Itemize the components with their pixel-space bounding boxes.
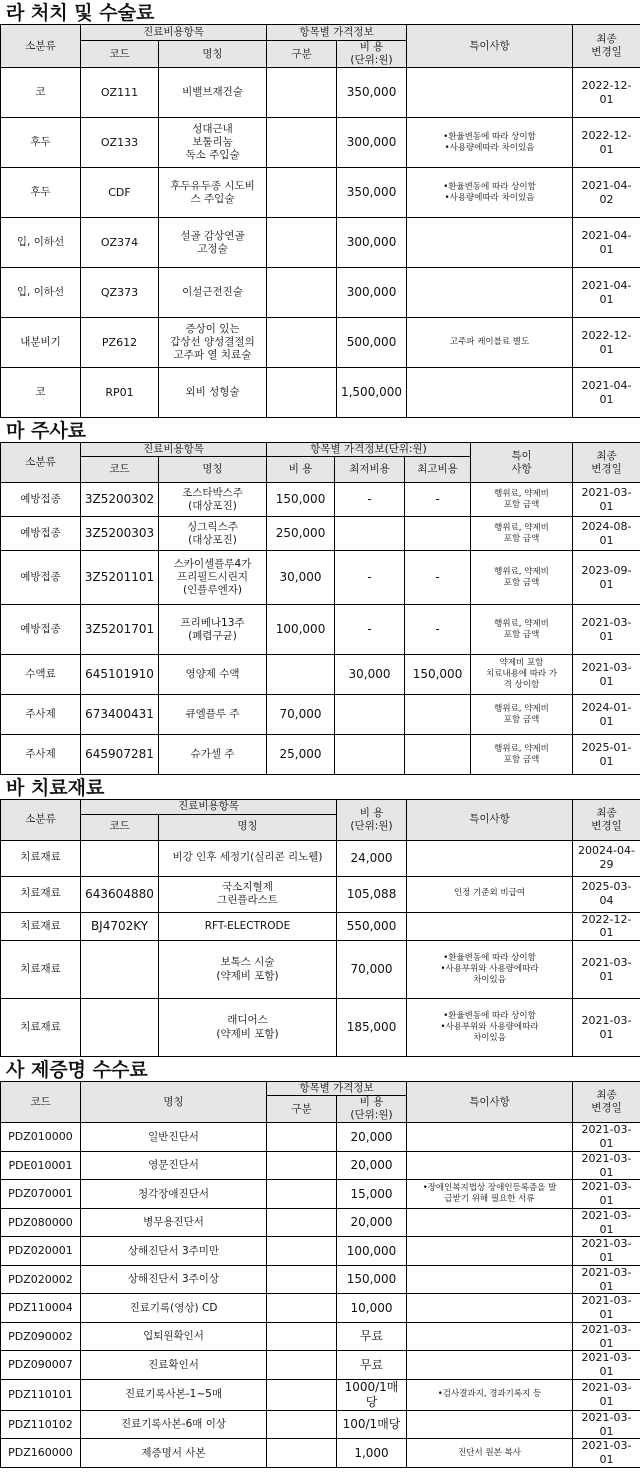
table-row <box>1 68 640 118</box>
cell-note <box>407 1151 573 1180</box>
cell-code: RP01 <box>81 368 159 418</box>
header-name: 명칭 <box>159 814 337 840</box>
header-name: 명칭 <box>159 41 267 68</box>
cell-cost: 20,000 <box>337 1123 407 1152</box>
cell-max: - <box>405 605 471 655</box>
cell-note: 진단서 원본 복사 <box>407 1439 573 1468</box>
table-row <box>1 1123 640 1152</box>
cell-cost: 100,000 <box>337 1237 407 1266</box>
cell-updated: 2025-03-04 <box>573 876 640 912</box>
injection-table <box>0 442 640 775</box>
cell-name: 입퇴원확인서 <box>81 1322 267 1351</box>
cell-updated: 2025-01-01 <box>573 735 640 775</box>
cell-name: 제증명서 사본 <box>81 1439 267 1468</box>
cell-cost: 10,000 <box>337 1294 407 1323</box>
cell-category: 후두 <box>1 168 81 218</box>
cell-name: 이설근전진술 <box>159 268 267 318</box>
cell-updated: 2021-03-01 <box>573 1379 640 1410</box>
cell-updated: 2021-03-01 <box>573 1180 640 1209</box>
header-group-price: 항목별 가격정보 <box>267 25 407 41</box>
cell-type <box>267 1351 337 1380</box>
cell-code: PDZ020002 <box>1 1265 81 1294</box>
cell-type <box>267 1379 337 1410</box>
cell-type <box>267 268 337 318</box>
cell-category: 예방접종 <box>1 605 81 655</box>
cell-note: 약제비 포함 치료내용에 따라 가 격 상이함 <box>471 655 573 695</box>
cell-updated: 2023-09-01 <box>573 551 640 605</box>
cell-category: 예방접종 <box>1 551 81 605</box>
table-row <box>1 268 640 318</box>
table-row <box>1 695 640 735</box>
materials-table <box>0 799 640 1057</box>
cell-type <box>267 1151 337 1180</box>
cell-name: 큐엘플루 주 <box>159 695 267 735</box>
cell-note <box>407 1410 573 1439</box>
cell-code: PDZ110004 <box>1 1294 81 1323</box>
cell-cost: 185,000 <box>337 999 407 1057</box>
header-updated: 최종 변경일 <box>573 443 640 483</box>
cell-name: 진료기록사본-6매 이상 <box>81 1410 267 1439</box>
header-category: 소분류 <box>1 443 81 483</box>
header-group-price: 항목별 가격정보(단위:원) <box>267 443 471 457</box>
cell-name: 스카이셀플루4가 프리필드시린지 (인플루엔자) <box>159 551 267 605</box>
header-cost: 비 용 <box>267 457 335 483</box>
cell-code: OZ133 <box>81 118 159 168</box>
cell-updated: 2024-08-01 <box>573 517 640 551</box>
header-note: 특이사항 <box>407 1082 573 1123</box>
cell-updated: 2021-04-01 <box>573 268 640 318</box>
table-row <box>1 1322 640 1351</box>
cell-category: 후두 <box>1 118 81 168</box>
cell-cost: 300,000 <box>337 118 407 168</box>
cell-min <box>335 517 405 551</box>
cell-note: 인정 기준외 비급여 <box>407 876 573 912</box>
cell-name: RFT-ELECTRODE <box>159 912 337 941</box>
cell-max <box>405 735 471 775</box>
cell-code: PDZ110101 <box>1 1379 81 1410</box>
cell-code: PDZ020001 <box>1 1237 81 1266</box>
header-group-item: 진료비용항목 <box>81 25 267 41</box>
cell-code: OZ111 <box>81 68 159 118</box>
table-row <box>1 168 640 218</box>
cell-code <box>81 999 159 1057</box>
table-row <box>1 1294 640 1323</box>
cell-name: 진료기록(영상) CD <box>81 1294 267 1323</box>
cell-updated: 2021-03-01 <box>573 1322 640 1351</box>
cell-category: 예방접종 <box>1 517 81 551</box>
cell-cost: 20,000 <box>337 1208 407 1237</box>
treatment-surgery-table <box>0 24 640 418</box>
cell-code: 3Z5201101 <box>81 551 159 605</box>
cell-category: 치료재료 <box>1 941 81 999</box>
cell-type <box>267 1322 337 1351</box>
cell-type <box>267 1237 337 1266</box>
cell-name: 병무용진단서 <box>81 1208 267 1237</box>
table-row <box>1 876 640 912</box>
cell-cost: 100/1매당 <box>337 1410 407 1439</box>
cell-name: 일반진단서 <box>81 1123 267 1152</box>
cell-code: OZ374 <box>81 218 159 268</box>
cell-updated: 2022-12-01 <box>573 68 640 118</box>
cell-cost: 24,000 <box>337 840 407 876</box>
cell-cost: 250,000 <box>267 517 335 551</box>
cell-type <box>267 68 337 118</box>
cell-name: 영문진단서 <box>81 1151 267 1180</box>
cell-max: 150,000 <box>405 655 471 695</box>
cell-cost: 1,500,000 <box>337 368 407 418</box>
cell-note: 행위료, 약제비 포함 금액 <box>471 605 573 655</box>
cell-type <box>267 168 337 218</box>
cell-name: 진료기록사본-1~5매 <box>81 1379 267 1410</box>
cell-code: 3Z5201701 <box>81 605 159 655</box>
table-row <box>1 517 640 551</box>
cell-category: 치료재료 <box>1 999 81 1057</box>
table-row <box>1 1180 640 1209</box>
header-updated: 최종 변경일 <box>573 25 640 68</box>
header-code: 코드 <box>81 457 159 483</box>
cell-note: 행위료, 약제비 포함 금액 <box>471 695 573 735</box>
cell-code: 3Z5200303 <box>81 517 159 551</box>
cell-updated: 2021-03-01 <box>573 1265 640 1294</box>
cell-type <box>267 1208 337 1237</box>
header-note: 특이 사항 <box>471 443 573 483</box>
cell-updated: 20024-04-29 <box>573 840 640 876</box>
cell-cost: 15,000 <box>337 1180 407 1209</box>
cell-note: •환율변동에 따라 상이함 •사용부위와 사용량에따라 차이있음 <box>407 941 573 999</box>
cell-code: CDF <box>81 168 159 218</box>
cell-category: 코 <box>1 368 81 418</box>
cell-note: •환율변동에 따라 상이함 •사용부위와 사용량에따라 차이있음 <box>407 999 573 1057</box>
cell-note: 행위료, 약제비 포함 금액 <box>471 517 573 551</box>
cell-type <box>267 118 337 168</box>
header-updated: 최종 변경일 <box>573 800 640 840</box>
table-row <box>1 1379 640 1410</box>
cell-type <box>267 1123 337 1152</box>
cell-cost: 70,000 <box>337 941 407 999</box>
certificates-table <box>0 1081 640 1468</box>
cell-cost: 500,000 <box>337 318 407 368</box>
cell-category: 주사제 <box>1 695 81 735</box>
table-row <box>1 1265 640 1294</box>
cell-category: 내분비기 <box>1 318 81 368</box>
cell-type <box>267 1410 337 1439</box>
cell-category: 치료재료 <box>1 912 81 941</box>
cell-updated: 2021-03-01 <box>573 999 640 1057</box>
cell-name: 영양제 수액 <box>159 655 267 695</box>
cell-category: 코 <box>1 68 81 118</box>
header-cost: 비 용 (단위:원) <box>337 1096 407 1123</box>
header-group-item: 진료비용항목 <box>81 443 267 457</box>
cell-type <box>267 1180 337 1209</box>
header-type: 구분 <box>267 1096 337 1123</box>
cell-cost: 300,000 <box>337 218 407 268</box>
cell-code: 645101910 <box>81 655 159 695</box>
cell-note <box>407 1294 573 1323</box>
cell-category: 입, 이하선 <box>1 218 81 268</box>
header-group-price: 항목별 가격정보 <box>267 1082 407 1096</box>
cell-code: PDZ090002 <box>1 1322 81 1351</box>
cell-name: 상해진단서 3주이상 <box>81 1265 267 1294</box>
cell-cost: 550,000 <box>337 912 407 941</box>
cell-name: 설골 감상연골 고정술 <box>159 218 267 268</box>
cell-cost: 100,000 <box>267 605 335 655</box>
cell-note <box>407 368 573 418</box>
cell-type <box>267 1439 337 1468</box>
cell-max <box>405 517 471 551</box>
table-row <box>1 118 640 168</box>
cell-updated: 2021-03-01 <box>573 1439 640 1468</box>
cell-min: - <box>335 551 405 605</box>
cell-cost: 105,088 <box>337 876 407 912</box>
cell-code: 645907281 <box>81 735 159 775</box>
header-type: 구분 <box>267 41 337 68</box>
cell-note: 행위료, 약제비 포함 금액 <box>471 483 573 517</box>
header-cost: 비 용 (단위:원) <box>337 800 407 840</box>
cell-name: 래디어스 (약제비 포함) <box>159 999 337 1057</box>
cell-note: 행위료, 약제비 포함 금액 <box>471 551 573 605</box>
table-header <box>1 1082 640 1123</box>
cell-type <box>267 1265 337 1294</box>
cell-category: 수액료 <box>1 655 81 695</box>
cell-name: 진료확인서 <box>81 1351 267 1380</box>
cell-updated: 2022-12-01 <box>573 118 640 168</box>
cell-note <box>407 1322 573 1351</box>
table-header <box>1 443 640 483</box>
cell-code: PDZ160000 <box>1 1439 81 1468</box>
cell-updated: 2021-03-01 <box>573 1410 640 1439</box>
cell-updated: 2021-03-01 <box>573 1294 640 1323</box>
cell-cost: 30,000 <box>267 551 335 605</box>
cell-updated: 2021-03-01 <box>573 1351 640 1380</box>
cell-name: 슈가셀 주 <box>159 735 267 775</box>
cell-min <box>335 735 405 775</box>
cell-code: 3Z5200302 <box>81 483 159 517</box>
cell-updated: 2021-04-01 <box>573 368 640 418</box>
cell-note <box>407 1123 573 1152</box>
table-row <box>1 735 640 775</box>
cell-max <box>405 695 471 735</box>
table-row <box>1 368 640 418</box>
table-row <box>1 318 640 368</box>
cell-category: 예방접종 <box>1 483 81 517</box>
cell-max: - <box>405 551 471 605</box>
cell-updated: 2021-04-01 <box>573 218 640 268</box>
table-row <box>1 655 640 695</box>
cell-note <box>407 68 573 118</box>
cell-updated: 2021-03-01 <box>573 655 640 695</box>
cell-note <box>407 1208 573 1237</box>
cell-code: PDZ090007 <box>1 1351 81 1380</box>
cell-category: 주사제 <box>1 735 81 775</box>
cell-name: 성대근내 보툴리눔 독소 주입술 <box>159 118 267 168</box>
cell-name: 국소지혈제 그린플라스트 <box>159 876 337 912</box>
section-title-materials: 바 치료재료 <box>6 777 105 800</box>
cell-name: 청각장애진단서 <box>81 1180 267 1209</box>
table-row <box>1 1151 640 1180</box>
cell-updated: 2021-03-01 <box>573 483 640 517</box>
header-name: 명칭 <box>81 1082 267 1123</box>
cell-note: 행위료, 약제비 포함 금액 <box>471 735 573 775</box>
table-header <box>1 25 640 68</box>
cell-updated: 2021-04-02 <box>573 168 640 218</box>
cell-code: 643604880 <box>81 876 159 912</box>
cell-note <box>407 1265 573 1294</box>
cell-max: - <box>405 483 471 517</box>
cell-note: •검사결과지, 경과기록지 등 <box>407 1379 573 1410</box>
cell-updated: 2022-12-01 <box>573 912 640 941</box>
header-min-cost: 최저비용 <box>335 457 405 483</box>
table-row <box>1 999 640 1057</box>
cell-cost: 350,000 <box>337 168 407 218</box>
header-note: 특이사항 <box>407 25 573 68</box>
cell-cost: 1,000 <box>337 1439 407 1468</box>
table-row <box>1 1351 640 1380</box>
cell-updated: 2021-03-01 <box>573 941 640 999</box>
cell-note <box>407 218 573 268</box>
cell-code: PDZ110102 <box>1 1410 81 1439</box>
cell-code: PZ612 <box>81 318 159 368</box>
cell-code: 673400431 <box>81 695 159 735</box>
cell-updated: 2021-03-01 <box>573 1208 640 1237</box>
cell-cost: 70,000 <box>267 695 335 735</box>
table-row <box>1 840 640 876</box>
cell-category: 치료재료 <box>1 840 81 876</box>
header-code: 코드 <box>1 1082 81 1123</box>
cell-code <box>81 941 159 999</box>
cell-name: 후두유두종 시도비 스 주입술 <box>159 168 267 218</box>
header-code: 코드 <box>81 814 159 840</box>
cell-type <box>267 318 337 368</box>
header-updated: 최종 변경일 <box>573 1082 640 1123</box>
cell-cost: 25,000 <box>267 735 335 775</box>
header-category: 소분류 <box>1 800 81 840</box>
cell-name: 조스타박스주 (대상포진) <box>159 483 267 517</box>
cell-note <box>407 840 573 876</box>
cell-code: PDE010001 <box>1 1151 81 1180</box>
cell-code: PDZ070001 <box>1 1180 81 1209</box>
cell-note <box>407 1237 573 1266</box>
cell-updated: 2021-03-01 <box>573 1151 640 1180</box>
cell-min: - <box>335 483 405 517</box>
cell-note: •환율변동에 따라 상이함 •사용량에따라 차이있음 <box>407 118 573 168</box>
cell-name: 상해진단서 3주미만 <box>81 1237 267 1266</box>
cell-name: 보톡스 시술 (약제비 포함) <box>159 941 337 999</box>
cell-category: 입, 이하선 <box>1 268 81 318</box>
cell-min: 30,000 <box>335 655 405 695</box>
cell-updated: 2024-01-01 <box>573 695 640 735</box>
cell-min: - <box>335 605 405 655</box>
table-row <box>1 483 640 517</box>
cell-code: QZ373 <box>81 268 159 318</box>
header-name: 명칭 <box>159 457 267 483</box>
cell-cost: 20,000 <box>337 1151 407 1180</box>
cell-cost: 150,000 <box>267 483 335 517</box>
cell-name: 증상이 있는 갑상선 양성결절의 고주파 열 치료술 <box>159 318 267 368</box>
table-row <box>1 218 640 268</box>
table-row <box>1 941 640 999</box>
cell-name: 외비 성형술 <box>159 368 267 418</box>
cell-cost: 1000/1매당 <box>337 1379 407 1410</box>
table-row <box>1 1410 640 1439</box>
cell-updated: 2021-03-01 <box>573 605 640 655</box>
cell-type <box>267 218 337 268</box>
header-category: 소분류 <box>1 25 81 68</box>
cell-category: 치료재료 <box>1 876 81 912</box>
table-row <box>1 1237 640 1266</box>
cell-code <box>81 840 159 876</box>
header-max-cost: 최고비용 <box>405 457 471 483</box>
cell-min <box>335 695 405 735</box>
cell-type <box>267 1294 337 1323</box>
cell-updated: 2021-03-01 <box>573 1123 640 1152</box>
cell-updated: 2021-03-01 <box>573 1237 640 1266</box>
cell-cost: 무료 <box>337 1322 407 1351</box>
cell-updated: 2022-12-01 <box>573 318 640 368</box>
table-header <box>1 800 640 840</box>
cell-code: PDZ010000 <box>1 1123 81 1152</box>
cell-name: 비강 인후 세정기(실리콘 리노웰) <box>159 840 337 876</box>
table-row <box>1 1439 640 1468</box>
cell-code: BJ4702KY <box>81 912 159 941</box>
table-row <box>1 551 640 605</box>
header-note: 특이사항 <box>407 800 573 840</box>
section-title-injection: 마 주사료 <box>6 420 87 443</box>
cell-type <box>267 368 337 418</box>
cell-note: •환율변동에 따라 상이함 •사용량에따라 차이있음 <box>407 168 573 218</box>
table-row <box>1 912 640 941</box>
cell-note: 고주파 케이블료 별도 <box>407 318 573 368</box>
header-code: 코드 <box>81 41 159 68</box>
cell-note <box>407 1351 573 1380</box>
table-row <box>1 605 640 655</box>
cell-cost: 350,000 <box>337 68 407 118</box>
header-group-item: 진료비용항목 <box>81 800 337 814</box>
cell-name: 비밸브재건술 <box>159 68 267 118</box>
header-cost: 비 용 (단위:원) <box>337 41 407 68</box>
table-row <box>1 1208 640 1237</box>
cell-note <box>407 268 573 318</box>
cell-cost <box>267 655 335 695</box>
section-title-certificates: 사 제증명 수수료 <box>6 1059 148 1081</box>
cell-cost: 300,000 <box>337 268 407 318</box>
cell-name: 싱그릭스주 (대상포진) <box>159 517 267 551</box>
cell-cost: 150,000 <box>337 1265 407 1294</box>
cell-cost: 무료 <box>337 1351 407 1380</box>
section-title-treatment: 라 처치 및 수술료 <box>6 2 155 24</box>
cell-name: 프리베나13주 (폐렴구균) <box>159 605 267 655</box>
cell-note: •장애인복지법상 장애인등록증을 발 급받기 위해 필요한 서류 <box>407 1180 573 1209</box>
cell-note <box>407 912 573 941</box>
cell-code: PDZ080000 <box>1 1208 81 1237</box>
